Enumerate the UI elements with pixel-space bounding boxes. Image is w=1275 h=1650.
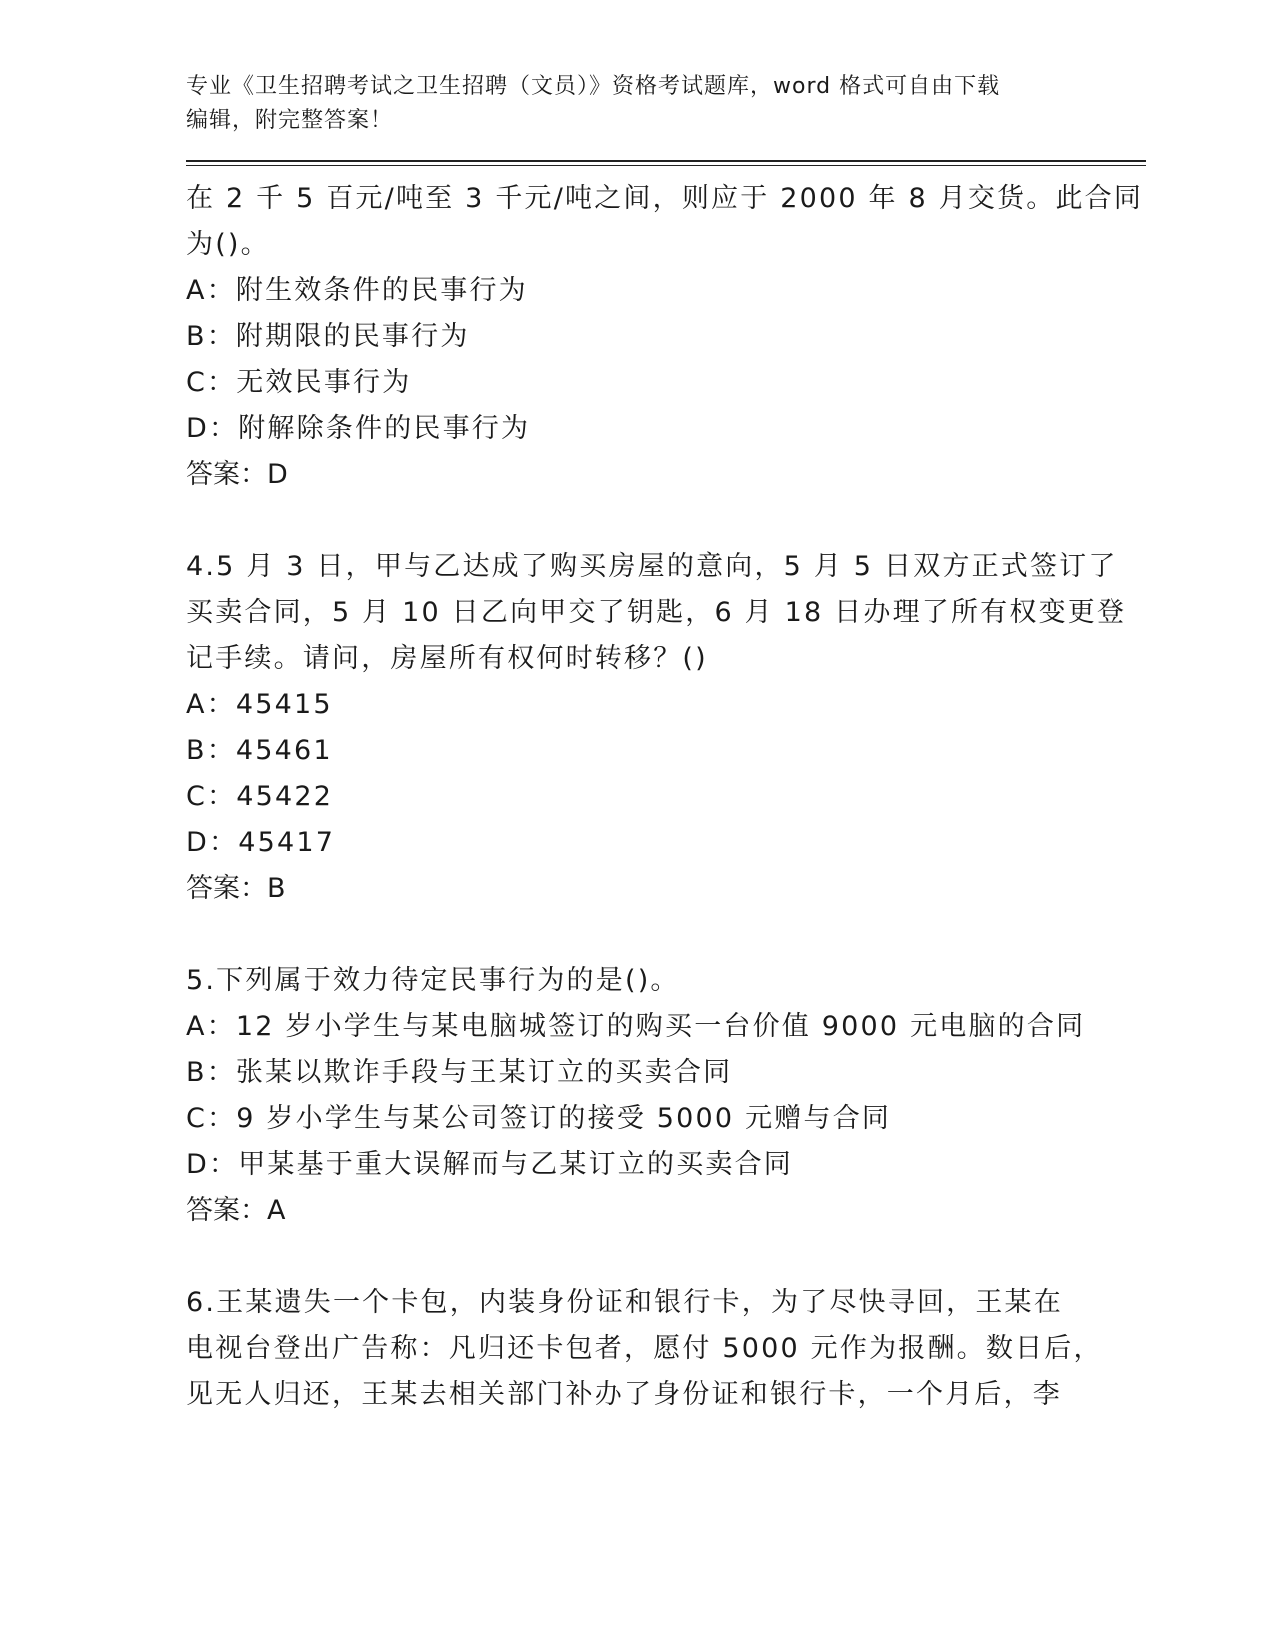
document-page (186, 70, 1146, 1418)
answer-line: 答案：B (186, 873, 286, 904)
option-a: A：12 岁小学生与某电脑城签订的购买一台价值 9000 元电脑的合同 (186, 1011, 1086, 1042)
spacer (186, 498, 1146, 544)
header-line-2: 编辑，附完整答案！ (186, 108, 394, 133)
question-stem-line: 6.王某遗失一个卡包，内装身份证和银行卡，为了尽快寻回，王某在 (186, 1287, 1063, 1318)
header-divider (186, 160, 1146, 166)
question-stem-line: 电视台登出广告称：凡归还卡包者，愿付 5000 元作为报酬。数日后， (186, 1333, 1103, 1364)
question-stem-line: 4.5 月 3 日，甲与乙达成了购买房屋的意向，5 月 5 日双方正式签订了 (186, 551, 1118, 582)
answer-line: 答案：A (186, 1195, 286, 1226)
question-4 (186, 544, 1146, 912)
question-3 (186, 176, 1146, 498)
option-a: A：45415 (186, 689, 333, 720)
answer-line: 答案：D (186, 459, 288, 490)
option-d: D：甲某基于重大误解而与乙某订立的买卖合同 (186, 1149, 793, 1180)
option-a: A：附生效条件的民事行为 (186, 275, 528, 306)
question-list (186, 176, 1146, 1418)
question-stem-line: 买卖合同，5 月 10 日乙向甲交了钥匙，6 月 18 日办理了所有权变更登 (186, 597, 1127, 628)
option-b: B：45461 (186, 735, 333, 766)
question-stem-line: 为()。 (186, 229, 270, 260)
option-b: B：附期限的民事行为 (186, 321, 470, 352)
option-d: D：附解除条件的民事行为 (186, 413, 531, 444)
question-5 (186, 958, 1146, 1234)
question-stem-line: 5.下列属于效力待定民事行为的是()。 (186, 965, 680, 996)
question-6 (186, 1280, 1146, 1418)
spacer (186, 912, 1146, 958)
option-c: C：9 岁小学生与某公司签订的接受 5000 元赠与合同 (186, 1103, 892, 1134)
header-line-1: 专业《卫生招聘考试之卫生招聘（文员）》资格考试题库，word 格式可自由下载 (186, 74, 1001, 99)
option-b: B：张某以欺诈手段与王某订立的买卖合同 (186, 1057, 733, 1088)
spacer (186, 1234, 1146, 1280)
question-stem-line: 记手续。请问，房屋所有权何时转移？() (186, 643, 708, 674)
document-header (186, 70, 1146, 138)
option-d: D：45417 (186, 827, 336, 858)
option-c: C：45422 (186, 781, 334, 812)
option-c: C：无效民事行为 (186, 367, 412, 398)
question-stem-line: 见无人归还，王某去相关部门补办了身份证和银行卡，一个月后，李 (186, 1379, 1062, 1410)
question-stem-line: 在 2 千 5 百元/吨至 3 千元/吨之间，则应于 2000 年 8 月交货。此合同 (186, 183, 1144, 214)
